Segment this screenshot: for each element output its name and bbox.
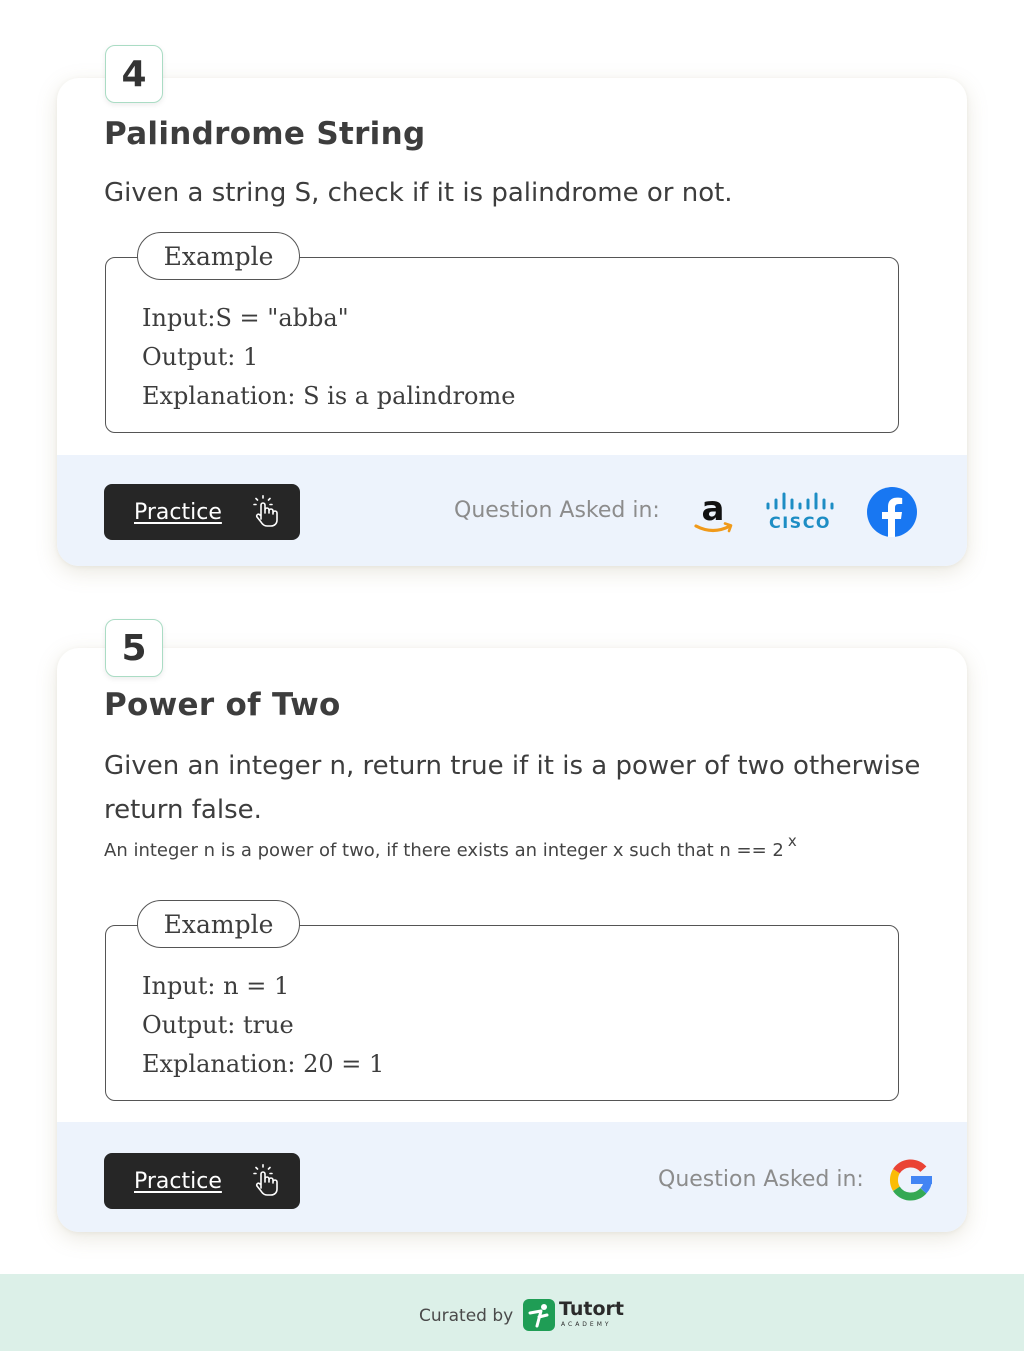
question-note-text: An integer n is a power of two, if there exists an integer x such that n == 2	[104, 840, 784, 861]
example-output: Output: 1	[142, 343, 259, 371]
curated-by-label: Curated by	[419, 1306, 514, 1326]
question-note-exponent: x	[787, 832, 797, 850]
tutort-logo-icon	[523, 1299, 555, 1331]
practice-button-label: Practice	[134, 1168, 222, 1194]
example-explanation: Explanation: S is a palindrome	[142, 382, 516, 410]
cisco-logo-icon	[763, 490, 837, 534]
practice-button[interactable]	[104, 1153, 300, 1209]
question-description: Given a string S, check if it is palindrome or not.	[104, 178, 733, 208]
question-title: Power of Two	[104, 687, 341, 723]
question-asked-label: Question Asked in:	[658, 1167, 864, 1192]
example-label: Example	[137, 900, 300, 948]
question-title: Palindrome String	[104, 116, 426, 152]
practice-button-label: Practice	[134, 499, 222, 525]
question-number-badge: 4	[105, 45, 163, 103]
svg-text:a: a	[701, 490, 725, 529]
brand-subtitle: ACADEMY	[561, 1321, 612, 1328]
example-explanation: Explanation: 20 = 1	[142, 1050, 385, 1078]
google-logo-icon	[888, 1157, 934, 1203]
example-box	[105, 241, 899, 433]
example-input: Input:S = "abba"	[142, 304, 349, 332]
practice-button[interactable]	[104, 484, 300, 540]
question-description: Given an integer n, return true if it is a power of two otherwise return false.	[104, 751, 921, 825]
example-content	[142, 299, 515, 416]
brand-name: Tutort	[559, 1298, 624, 1320]
svg-text:CISCO: CISCO	[768, 513, 832, 532]
pointer-click-icon	[253, 1164, 279, 1196]
example-input: Input: n = 1	[142, 972, 290, 1000]
question-number-badge: 5	[105, 619, 163, 677]
question-note	[104, 832, 797, 861]
example-output: Output: true	[142, 1011, 294, 1039]
example-label: Example	[137, 232, 300, 280]
example-box	[105, 909, 899, 1101]
facebook-logo-icon	[866, 486, 918, 538]
example-content	[142, 967, 384, 1084]
question-asked-label: Question Asked in:	[454, 498, 660, 523]
pointer-click-icon	[253, 495, 279, 527]
amazon-logo-icon	[692, 490, 736, 536]
